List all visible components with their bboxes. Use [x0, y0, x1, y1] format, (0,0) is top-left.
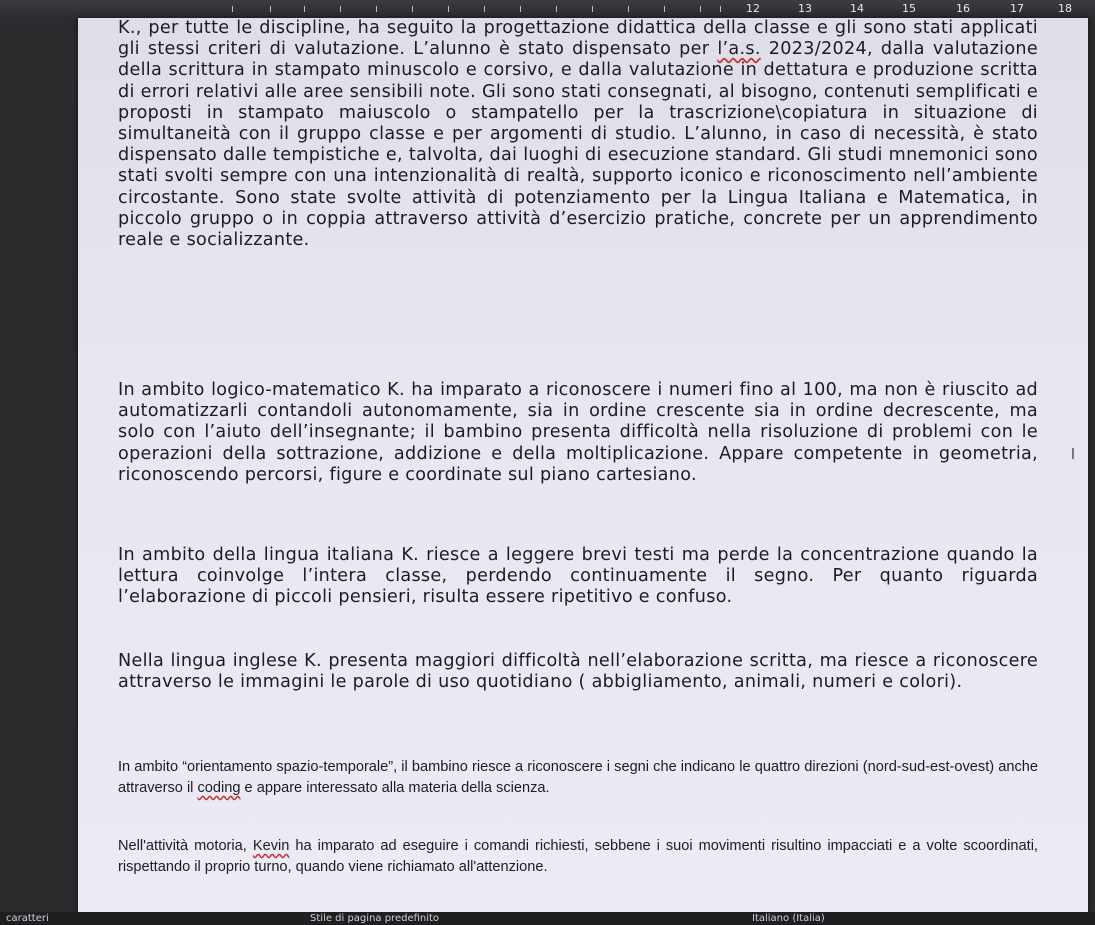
ruler-mark-13: 13 [798, 2, 812, 15]
ruler-tick [664, 6, 665, 12]
ruler-mark-14: 14 [850, 2, 864, 15]
ruler-tick [340, 6, 341, 12]
ruler-tick [376, 6, 377, 12]
ruler-tick [232, 6, 233, 12]
ruler-tick [556, 6, 557, 12]
ruler-tick [720, 6, 721, 12]
spellcheck-word[interactable]: Kevin [252, 838, 290, 854]
ruler-tick [484, 6, 485, 12]
paragraph-text: ha imparato ad eseguire i comandi richiesti, sebbene i suoi movimenti risultino impacciati e a volte scoordinati, rispettando il proprio turno, quando viene richiamato all'attenzione. [118, 838, 1038, 875]
paragraph-text: e appare interessato alla materia della scienza. [240, 780, 550, 796]
status-page-style[interactable]: Stile di pagina predefinito [310, 913, 440, 924]
ruler-tick [520, 6, 521, 12]
ruler-tick [304, 6, 305, 12]
ruler-tick [700, 6, 701, 12]
ruler-tick [628, 6, 629, 12]
status-bar [0, 912, 1095, 925]
paragraph-text: Nell'attività motoria, [118, 838, 253, 854]
ruler-tick [270, 6, 271, 12]
status-language[interactable]: Italiano (Italia) [752, 913, 825, 924]
spellcheck-word[interactable]: l’a.s. [717, 39, 761, 60]
paragraph-orientation[interactable] [118, 757, 1038, 799]
ruler-mark-12: 12 [746, 2, 760, 15]
ruler-tick [412, 6, 413, 12]
ruler-mark-18: 18 [1058, 2, 1072, 15]
paragraph-english[interactable]: Nella lingua inglese K. presenta maggiori difficoltà nell’elaborazione scritta, ma riesce a riconoscere attraverso le immagini le parole di uso quotidiano ( abbigliamento, animali, numeri e colori). [118, 651, 1038, 693]
paragraph-motor[interactable] [118, 836, 1038, 878]
ruler-tick [592, 6, 593, 12]
text-cursor-icon: I [1070, 445, 1076, 463]
paragraph-text: 2023/2024, dalla valutazione della scrittura in stampato minuscolo e corsivo, e dalla valutazione in dettatura e produzione scritta di errori relativi alle aree sensibili note. Gli sono stati consegnati, al bisogno, contenuti semplificati e proposti in stampato maiuscolo o stampatello per la trascrizione\copiatura in situazione di simultaneità con il gruppo classe e per argomenti di studio. L’alunno, in caso di necessità, è stato dispensato dalle tempistiche e, talvolta, dai luoghi di esecuzione standard. Gli studi mnemonici sono stati svolti sempre con una intenzionalità di realtà, supporto iconico e riconoscimento nell’ambiente circostante. Sono state svolte attività di potenziamento per la Lingua Italiana e Matematica, in piccolo gruppo o in coppia attraverso attività d’esercizio pratiche, concrete per un apprendimento reale e socializzante. [118, 39, 1038, 251]
ruler-mark-15: 15 [902, 2, 916, 15]
paragraph-text: In ambito “orientamento spazio-temporale”, il bambino riesce a riconoscere i segni che indicano le quattro direzioni (nord-sud-est-ovest) anche attraverso il [118, 759, 1038, 796]
paragraph-text: K., per tutte le discipline, ha seguito la progettazione didattica della classe e gli sono stati applicati gli stessi criteri di valutazione. L’alunno è stato dispensato per [118, 18, 1038, 60]
ruler-mark-17: 17 [1010, 2, 1024, 15]
paragraph-math[interactable]: In ambito logico-matematico K. ha imparato a riconoscere i numeri fino al 100, ma non è riuscito ad automatizzarli contandoli autonomamente, sia in ordine crescente sia in ordine decrescente, ma solo con l’aiuto dell’insegnante; il bambino presenta difficoltà nella risoluzione di problemi con le operazioni della sottrazione, addizione e della moltiplicazione. Appare competente in geometria, riconoscendo percorsi, figure e coordinate sul piano cartesiano. [118, 380, 1038, 485]
ruler-tick [448, 6, 449, 12]
paragraph-discipline[interactable] [118, 18, 1038, 251]
spellcheck-word[interactable]: coding [197, 780, 241, 796]
horizontal-ruler[interactable] [0, 0, 1095, 18]
paragraph-italian[interactable]: In ambito della lingua italiana K. riesce a leggere brevi testi ma perde la concentrazione quando la lettura coinvolge l’intera classe, perdendo continuamente il segno. Per quanto riguarda l’elaborazione di piccoli pensieri, risulta essere ripetitivo e confuso. [118, 545, 1038, 608]
status-word-count: caratteri [6, 913, 49, 924]
ruler-mark-16: 16 [956, 2, 970, 15]
document-page[interactable] [78, 18, 1088, 912]
